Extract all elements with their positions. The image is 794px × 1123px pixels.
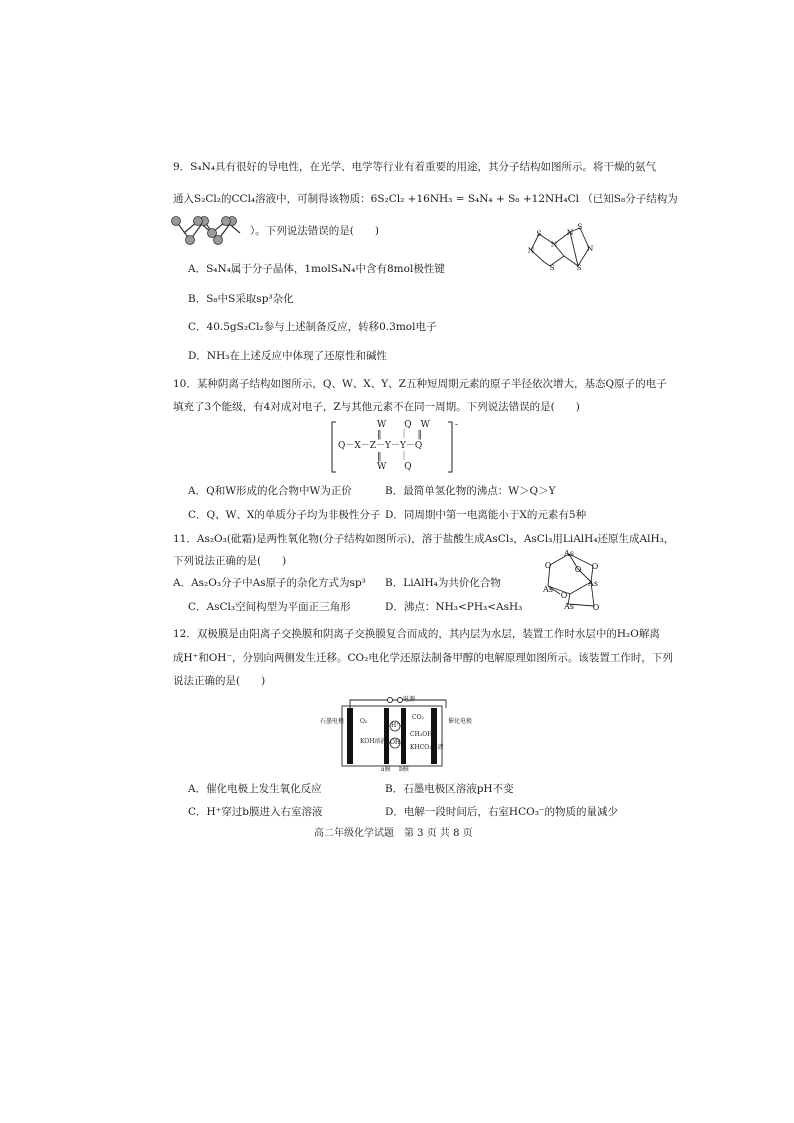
q11-stem-line1: 11．As₂O₃(砒霜)是两性氧化物(分子结构如图所示)，溶于盐酸生成AsCl₃，AsCl₃用LiAlH₄还原生成AlH₃， [173,533,675,545]
q11-option-b[interactable]: B．LiAlH₄为共价化合物 [385,577,501,589]
q11-stem-line2: 下列说法正确的是( ) [173,555,287,567]
electrolysis-drawing [298,696,468,774]
power-label: 电源 [403,696,416,703]
struct-main-chain: Q－X－Z－Y－Y－Q [338,441,423,451]
q9-option-a[interactable]: A．S₄N₄属于分子晶体，1molS₄N₄中含有8mol极性键 [188,263,445,275]
q11-option-c[interactable]: C．AsCl₃空间构型为平面正三角形 [188,601,351,613]
s-atom [222,217,231,226]
membrane-b-label: b膜 [399,766,409,773]
q10-option-d[interactable]: D．同周期中第一电离能小于X的元素有5种 [385,509,587,521]
q12-option-a[interactable]: A．催化电极上发生氧化反应 [188,783,322,795]
s8-ring-figure [170,214,246,248]
atom-as: As [543,585,553,594]
atom-s: S [536,229,542,238]
atom-s: S [576,263,582,272]
membrane-a-label: a膜 [381,766,391,773]
atom-n: N [586,244,594,253]
s-atom [194,217,203,226]
s-atom [208,229,217,238]
q12-option-c[interactable]: C．H⁺穿过b膜进入右室溶液 [188,806,323,818]
atom-n: N [550,240,558,249]
oh-ion-label: OH⁻ [390,739,404,746]
q9-option-b[interactable]: B．S₈中S采取sp³杂化 [188,293,294,305]
electrolysis-diagram [298,696,473,774]
q12-stem-line2: 成H⁺和OH⁻，分别向两侧发生迁移。CO₂电化学还原法制备甲醇的电解原理如图所示。该装置工作时，下列 [173,652,673,664]
struct-bottom: W Q [377,462,412,472]
s-atom [186,236,195,245]
right-electrode-label: 催化电极 [448,718,473,725]
atom-n: N [566,228,574,237]
s-atom [172,217,181,226]
ch3oh-label: CH₃OH [410,731,433,738]
page-footer: 高二年级化学试题 第 3 页 共 8 页 [314,828,473,839]
atom-o: O [544,561,552,570]
struct-charge: - [455,420,459,430]
q12-stem-line3: 说法正确的是( ) [173,675,266,687]
atom-as: As [588,579,598,588]
q9-stem-line1: 9．S₄N₄具有很好的导电性，在光学、电学等行业有着重要的用途，其分子结构如图所示。将干燥的氨气 [173,161,656,173]
atom-o: O [560,591,568,600]
struct-bonds-bottom: ‖ ｜ [377,452,409,462]
koh-label: KOH溶液 [360,738,387,745]
atom-as: As [564,602,574,611]
q10-option-a[interactable]: A．Q和W形成的化合物中W为正价 [188,485,352,497]
q12-option-b[interactable]: B．石墨电极区溶液pH不变 [385,783,514,795]
atom-s: S [549,263,555,272]
q10-stem-line1: 10．某种阴离子结构如图所示，Q、W、X、Y、Z五种短周期元素的原子半径依次增大，基态Q原子的电子 [173,378,667,390]
q9-option-c[interactable]: C．40.5gS₂Cl₂参与上述制备反应，转移0.3mol电子 [188,321,437,333]
atom-o: O [592,603,600,612]
q10-option-b[interactable]: B．最简单氢化物的沸点：W＞Q＞Y [385,485,556,497]
q10-option-c[interactable]: C．Q、W、X的单质分子均为非极性分子 [188,509,381,521]
q9-option-d[interactable]: D．NH₃在上述反应中体现了还原性和碱性 [188,350,387,362]
atom-o: O [591,562,599,571]
s4n4-structure-figure [522,222,602,276]
struct-bonds-top: ‖ ｜ ‖ [377,430,423,440]
q9-stem-line2: 通入S₂Cl₂的CCl₄溶液中，可制得该物质：6S₂Cl₂ +16NH₃ = S₄N₄ + S₈ +12NH₄Cl （已知S₈分子结构为 [173,193,678,205]
khco3-label: KHCO₃溶液 [410,744,444,751]
atom-o: O [574,565,582,574]
as2o3-structure-figure [538,546,606,614]
q9-stem-line3: ）。下列说法错误的是( ) [250,225,379,237]
struct-top: W Q W [377,420,430,430]
left-electrode-label: 石墨电极 [320,718,345,725]
q10-stem-line2: 填充了3个能级，有4对成对电子，Z与其他元素不在同一周期。下列说法错误的是( ) [173,401,580,413]
atom-as: As [564,549,574,558]
q11-option-a[interactable]: A．As₂O₃分子中As原子的杂化方式为sp³ [173,577,366,589]
atom-n: N [527,246,535,255]
q12-option-d[interactable]: D．电解一段时间后，右室HCO₃⁻的物质的量减少 [385,806,618,818]
q11-option-d[interactable]: D．沸点：NH₃<PH₃<AsH₃ [385,601,523,613]
q12-stem-line1: 12．双极膜是由阳离子交换膜和阴离子交换膜复合而成的，其内层为水层，装置工作时水层中的H₂O解离 [173,628,660,640]
anion-structure [330,418,460,476]
co2-label: CO₂ [412,714,424,721]
h-ion-label: H⁺ [391,722,400,729]
o2-label: O₂ [360,718,368,725]
atom-s: S [577,222,583,231]
